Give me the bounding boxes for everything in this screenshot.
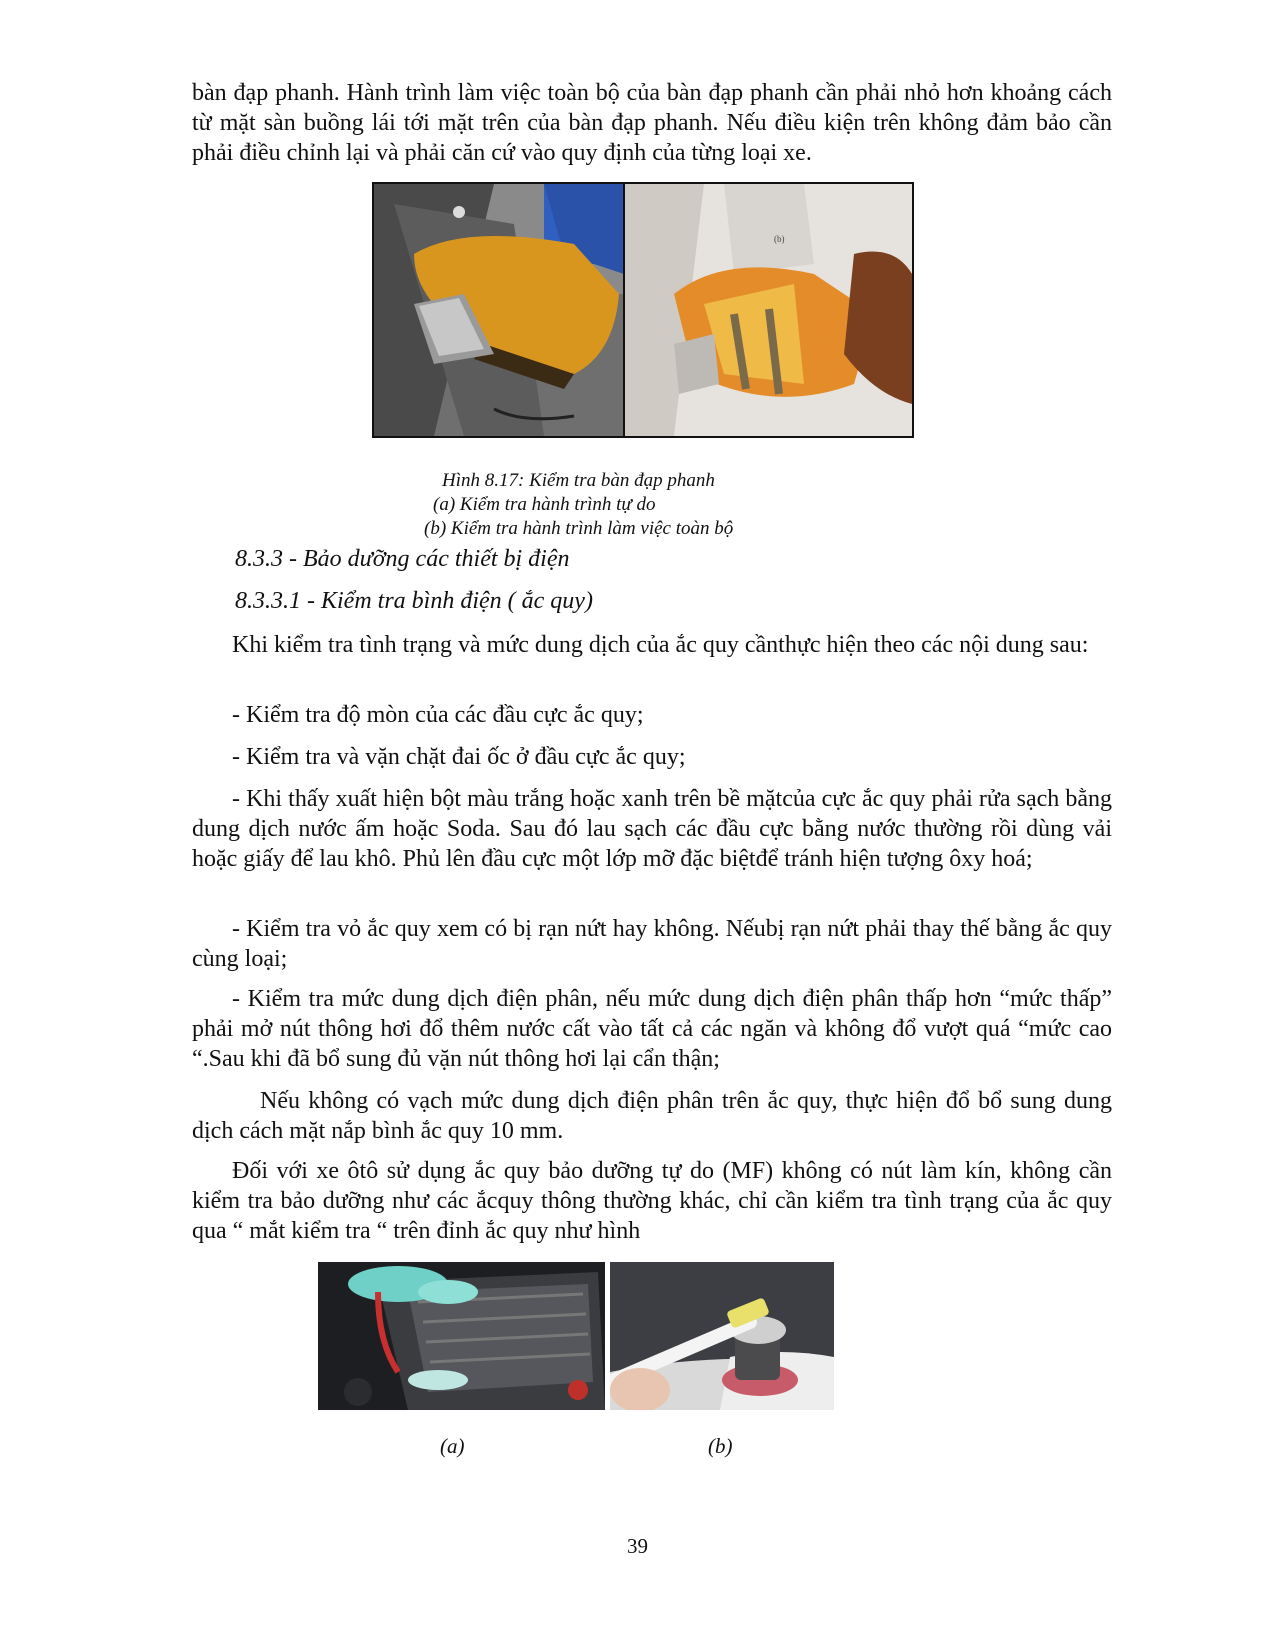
brake-pedal-figure (372, 182, 914, 438)
mf-battery-paragraph: Đối với xe ôtô sử dụng ắc quy bảo dưỡng tự do (MF) không có nút làm kín, không cần kiểm tra bảo dưỡng như các ắcquy thông thường khác, chỉ cần kiểm tra tình trạng của ắc quy qua “ mắt kiểm tra “ trên đỉnh ắc quy như hình (192, 1158, 1112, 1244)
bullet-item: - Kiểm tra mức dung dịch điện phân, nếu mức dung dịch điện phân thấp hơn “mức thấp” phải mở nút thông hơi đổ thêm nước cất vào tất cả các ngăn và không đổ vượt quá “mức cao “.Sau khi đã bổ sung đủ vặn nút thông hơi lại cẩn thận; (192, 986, 1112, 1072)
photo-label-b: (b) (708, 1434, 733, 1458)
figure-caption-b: (b) Kiểm tra hành trình làm việc toàn bộ (424, 518, 734, 539)
bullet-item: - Kiểm tra và vặn chặt đai ốc ở đầu cực ắc quy; (232, 744, 686, 770)
battery-intro-paragraph: Khi kiểm tra tình trạng và mức dung dịch của ắc quy cầnthực hiện theo các nội dung sau: (232, 632, 1089, 658)
bullet-item: - Khi thấy xuất hiện bột màu trắng hoặc xanh trên bề mặtcủa cực ắc quy phải rửa sạch bằng dung dịch nước ấm hoặc Soda. Sau đó lau sạch các đầu cực bằng nước thường rồi dùng vải hoặc giấy để lau khô. Phủ lên đầu cực một lớp mỡ đặc biệtđể tránh hiện tượng ôxy hoá; (192, 786, 1112, 872)
battery-terminal-photo (318, 1262, 605, 1410)
section-heading-8331: 8.3.3.1 - Kiểm tra bình điện ( ắc quy) (235, 588, 593, 614)
bullet-item: - Kiểm tra độ mòn của các đầu cực ắc quy; (232, 702, 644, 728)
intro-paragraph: bàn đạp phanh. Hành trình làm việc toàn bộ của bàn đạp phanh cần phải nhỏ hơn khoảng cách từ mặt sàn buồng lái tới mặt trên của bàn đạp phanh. Nếu điều kiện trên không đảm bảo cần phải điều chỉnh lại và phải căn cứ vào quy định của từng loại xe. (192, 80, 1112, 166)
svg-text:(b): (b) (774, 234, 785, 244)
full-travel-illustration (625, 184, 912, 436)
no-mark-paragraph: Nếu không có vạch mức dung dịch điện phân trên ắc quy, thực hiện đổ bổ sung dung dịch cách mặt nắp bình ắc quy 10 mm. (192, 1088, 1112, 1144)
section-heading-833: 8.3.3 - Bảo dưỡng các thiết bị điện (235, 546, 570, 572)
figure-caption-title: Hình 8.17: Kiểm tra bàn đạp phanh (442, 470, 715, 491)
bullet-item: - Kiểm tra vỏ ắc quy xem có bị rạn nứt hay không. Nếubị rạn nứt phải thay thế bằng ắc quy cùng loại; (192, 916, 1112, 972)
page-number: 39 (627, 1534, 648, 1558)
figure-caption-a: (a) Kiểm tra hành trình tự do (433, 494, 656, 515)
battery-cleaning-photo (610, 1262, 834, 1410)
photo-label-a: (a) (440, 1434, 465, 1458)
free-travel-illustration (374, 184, 624, 436)
